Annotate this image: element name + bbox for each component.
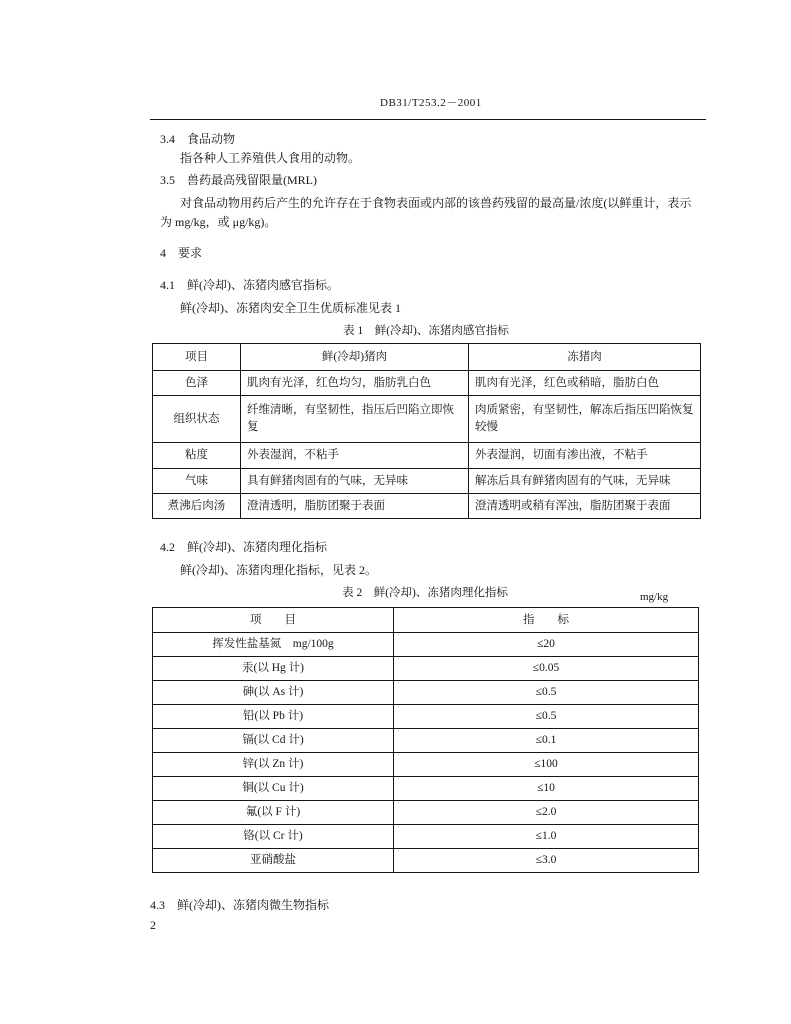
table2-cell-limit: ≤0.05 — [394, 657, 699, 681]
table2-physicochemical-indicators — [152, 607, 699, 873]
table2-cell-limit: ≤3.0 — [394, 849, 699, 873]
table-row — [153, 729, 699, 753]
table2-header-row — [153, 608, 699, 633]
section-3-5-heading: 3.5 兽药最高残留限量(MRL) — [160, 173, 317, 187]
table2-cell-item: 镉(以 Cd 计) — [153, 729, 394, 753]
section-3-4-heading: 3.4 食品动物 — [160, 132, 236, 146]
table1-cell-fresh: 具有鲜猪肉固有的气味，无异味 — [241, 469, 469, 494]
table1-cell-item: 气味 — [153, 469, 241, 494]
table1-header-frozen: 冻猪肉 — [469, 344, 701, 371]
table2-cell-item: 锌(以 Zn 计) — [153, 753, 394, 777]
table2-cell-item: 氟(以 F 计) — [153, 801, 394, 825]
table2-cell-limit: ≤20 — [394, 633, 699, 657]
table1-cell-item: 色泽 — [153, 371, 241, 396]
table-row — [153, 494, 701, 519]
table2-cell-item: 铬(以 Cr 计) — [153, 825, 394, 849]
table-row — [153, 657, 699, 681]
table2-header-item: 项 目 — [153, 608, 394, 633]
section-4-2-body: 鲜(冷却)、冻猪肉理化指标，见表 2。 — [180, 563, 377, 577]
table-row — [153, 849, 699, 873]
table2-cell-limit: ≤0.1 — [394, 729, 699, 753]
table1-cell-frozen: 解冻后具有鲜猪肉固有的气味，无异味 — [469, 469, 701, 494]
table1-header-fresh: 鲜(冷却)猪肉 — [241, 344, 469, 371]
table2-caption: 表 2 鲜(冷却)、冻猪肉理化指标 — [342, 587, 508, 599]
section-4-3-heading: 4.3 鲜(冷却)、冻猪肉微生物指标 — [150, 898, 329, 912]
section-4-1-body: 鲜(冷却)、冻猪肉安全卫生优质标准见表 1 — [180, 301, 401, 315]
table2-unit: mg/kg — [640, 591, 669, 603]
table1-cell-fresh: 外表湿润，不粘手 — [241, 443, 469, 469]
table1-sensory-indicators — [152, 343, 701, 519]
table2-cell-item: 汞(以 Hg 计) — [153, 657, 394, 681]
table-row — [153, 681, 699, 705]
table2-cell-item: 砷(以 As 计) — [153, 681, 394, 705]
table1-cell-frozen: 澄清透明或稍有浑浊，脂肪团聚于表面 — [469, 494, 701, 519]
table1-cell-frozen: 肌肉有光泽，红色或稍暗，脂肪白色 — [469, 371, 701, 396]
table2-cell-item: 铅(以 Pb 计) — [153, 705, 394, 729]
table-row — [153, 777, 699, 801]
page-number: 2 — [150, 918, 156, 932]
table-row — [153, 753, 699, 777]
section-4-heading: 4 要求 — [160, 246, 203, 260]
table2-cell-limit: ≤2.0 — [394, 801, 699, 825]
table1-cell-frozen: 肉质紧密，有坚韧性，解冻后指压凹陷恢复较慢 — [469, 396, 701, 443]
table1-cell-fresh: 纤维清晰，有坚韧性，指压后凹陷立即恢复 — [241, 396, 469, 443]
document-number: DB31/T253.2－2001 — [380, 97, 482, 109]
table1-header-row — [153, 344, 701, 371]
header-rule — [150, 119, 706, 120]
table2-cell-limit: ≤0.5 — [394, 705, 699, 729]
table1-header-item: 项目 — [153, 344, 241, 371]
table-row — [153, 469, 701, 494]
table-row — [153, 443, 701, 469]
table1-cell-frozen: 外表湿润，切面有渗出液，不粘手 — [469, 443, 701, 469]
table1-cell-item: 煮沸后肉汤 — [153, 494, 241, 519]
table-row — [153, 705, 699, 729]
table1-cell-item: 组织状态 — [153, 396, 241, 443]
table2-cell-item: 挥发性盐基氮 mg/100g — [153, 633, 394, 657]
table1-cell-fresh: 澄清透明，脂肪团聚于表面 — [241, 494, 469, 519]
table-row — [153, 396, 701, 443]
table2-cell-limit: ≤10 — [394, 777, 699, 801]
table2-cell-limit: ≤100 — [394, 753, 699, 777]
table-row — [153, 371, 701, 396]
section-4-1-heading: 4.1 鲜(冷却)、冻猪肉感官指标。 — [160, 278, 339, 292]
table-row — [153, 825, 699, 849]
section-3-5-body-line2: 为 mg/kg，或 μg/kg)。 — [160, 215, 277, 229]
section-4-2-heading: 4.2 鲜(冷却)、冻猪肉理化指标 — [160, 540, 327, 554]
table1-caption: 表 1 鲜(冷却)、冻猪肉感官指标 — [343, 325, 509, 337]
table2-cell-item: 亚硝酸盐 — [153, 849, 394, 873]
table2-cell-limit: ≤0.5 — [394, 681, 699, 705]
section-3-5-body-line1: 对食品动物用药后产生的允许存在于食物表面或内部的该兽药残留的最高量/浓度(以鲜重计，表示 — [180, 196, 692, 210]
table2-header-limit: 指 标 — [394, 608, 699, 633]
table2-cell-limit: ≤1.0 — [394, 825, 699, 849]
section-3-4-body: 指各种人工养殖供人食用的动物。 — [180, 151, 361, 165]
table1-cell-fresh: 肌肉有光泽，红色均匀，脂肪乳白色 — [241, 371, 469, 396]
table-row — [153, 801, 699, 825]
table2-cell-item: 铜(以 Cu 计) — [153, 777, 394, 801]
table1-cell-item: 粘度 — [153, 443, 241, 469]
table-row — [153, 633, 699, 657]
